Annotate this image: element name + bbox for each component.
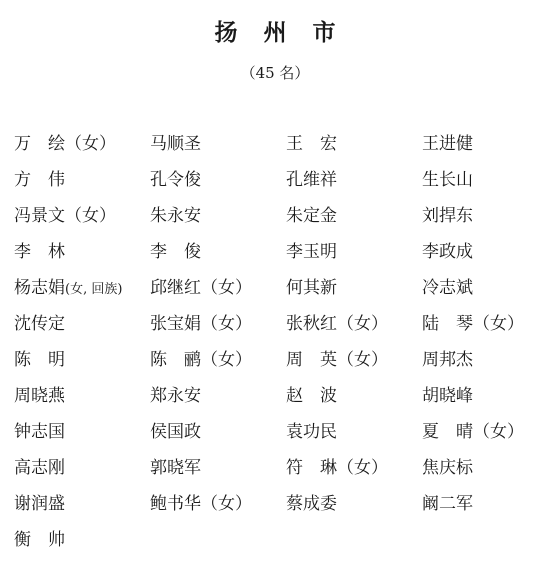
name-entry: 李 俊 — [150, 242, 201, 262]
name-entry: 何其新 — [286, 278, 337, 298]
name-row — [14, 522, 544, 558]
page-title: 扬州市 — [214, 19, 362, 46]
name-entry: 陈 鹂（女） — [150, 350, 252, 370]
name-entry: 陆 琴（女） — [422, 314, 524, 334]
member-count: （45 名） — [240, 64, 310, 82]
name-entry: 万 绘（女） — [14, 134, 116, 154]
name-entry: 李玉明 — [286, 242, 337, 262]
name-entry: 周 英（女） — [286, 350, 388, 370]
name-entry: 张秋红（女） — [286, 314, 388, 334]
name-entry: 生长山 — [422, 170, 473, 190]
name-entry: 沈传定 — [14, 314, 65, 334]
name-entry: 鲍书华（女） — [150, 494, 252, 514]
name-entry: 刘捍东 — [422, 206, 473, 226]
name-entry: 胡晓峰 — [422, 386, 473, 406]
name-entry: 谢润盛 — [14, 494, 65, 514]
name-entry: 郑永安 — [150, 386, 201, 406]
name-entry: 袁功民 — [286, 422, 337, 442]
name-entry: 张宝娟（女） — [150, 314, 252, 334]
name-row — [14, 378, 544, 414]
name-entry: 冷志斌 — [422, 278, 473, 298]
name-entry: 李 林 — [14, 242, 65, 262]
name-entry: 周晓燕 — [14, 386, 65, 406]
name-entry: 杨志娟(女, 回族) — [14, 278, 123, 298]
name-entry: 朱永安 — [150, 206, 201, 226]
name-entry: 冯景文（女） — [14, 206, 116, 226]
name-row — [14, 450, 544, 486]
name-list — [14, 126, 544, 558]
name-entry: 郭晓军 — [150, 458, 201, 478]
name-entry: 焦庆标 — [422, 458, 473, 478]
name-entry: 孔令俊 — [150, 170, 201, 190]
name-entry: 方 伟 — [14, 170, 65, 190]
name-entry: 夏 晴（女） — [422, 422, 524, 442]
name-entry: 赵 波 — [286, 386, 337, 406]
name-row — [14, 342, 544, 378]
name-row — [14, 198, 544, 234]
name-entry: 王进健 — [422, 134, 473, 154]
name-entry: 陈 明 — [14, 350, 65, 370]
name-entry: 李政成 — [422, 242, 473, 262]
name-row — [14, 486, 544, 522]
name-entry: 朱定金 — [286, 206, 337, 226]
name-entry: 王 宏 — [286, 134, 337, 154]
name-row — [14, 306, 544, 342]
name-row — [14, 414, 544, 450]
name-entry: 高志刚 — [14, 458, 65, 478]
name-entry: 衡 帅 — [14, 530, 65, 550]
name-entry: 孔维祥 — [286, 170, 337, 190]
name-entry: 符 琳（女） — [286, 458, 388, 478]
name-row — [14, 234, 544, 270]
name-entry: 阚二军 — [422, 494, 473, 514]
name-entry: 邱继红（女） — [150, 278, 252, 298]
name-entry: 蔡成委 — [286, 494, 337, 514]
name-entry: 侯国政 — [150, 422, 201, 442]
name-entry: 周邦杰 — [422, 350, 473, 370]
gender-ethnicity-note: (女, 回族) — [65, 282, 123, 297]
name-entry: 钟志国 — [14, 422, 65, 442]
name-row — [14, 162, 544, 198]
name-entry: 马顺圣 — [150, 134, 201, 154]
name-row — [14, 270, 544, 306]
name-row — [14, 126, 544, 162]
